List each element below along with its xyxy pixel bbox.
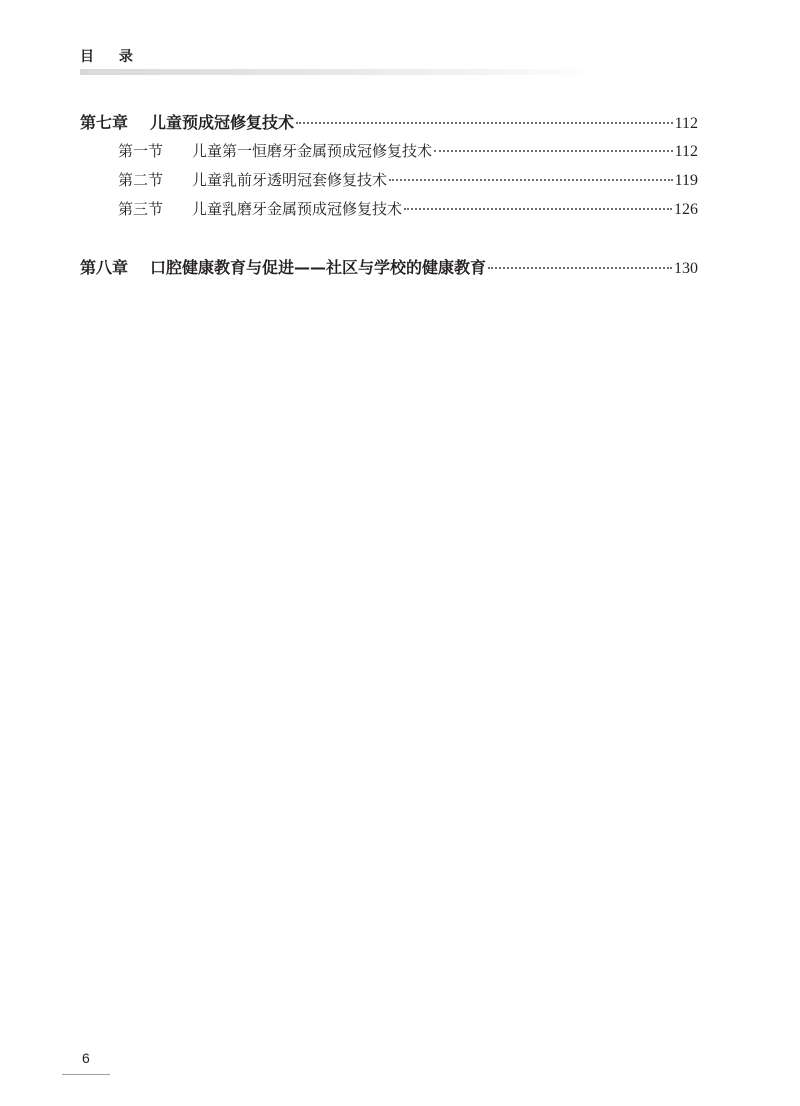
toc-section-number: 第三节 (118, 200, 164, 218)
toc-chapter-number: 第八章 (80, 258, 129, 277)
toc-entry-chapter-8[interactable] (80, 253, 698, 282)
toc-entry-section-2[interactable] (80, 166, 698, 195)
toc-dot-leader (488, 267, 672, 269)
toc-chapter-title: 口腔健康教育与促进——社区与学校的健康教育 (150, 258, 487, 277)
toc-page-number: 126 (674, 201, 698, 218)
toc-chapter-title: 儿童预成冠修复技术 (150, 113, 295, 132)
toc-section-number: 第一节 (118, 142, 164, 160)
toc-dot-leader (404, 208, 672, 210)
toc-dot-leader (389, 179, 673, 181)
toc-page-number: 112 (674, 143, 698, 160)
page-header (80, 44, 600, 84)
toc-entry-section-3[interactable] (80, 195, 698, 224)
toc-section-title: 儿童乳磨牙金属预成冠修复技术 (192, 200, 403, 218)
toc-page-number: 119 (674, 172, 698, 189)
toc-dot-leader (434, 150, 673, 152)
toc-section-number: 第二节 (118, 171, 164, 189)
toc-page-number: 130 (674, 260, 698, 277)
toc-chapter-number: 第七章 (80, 113, 129, 132)
toc-page-number: 112 (674, 115, 698, 132)
toc-section-title: 儿童乳前牙透明冠套修复技术 (192, 171, 388, 189)
header-title: 目 录 (80, 49, 143, 65)
toc-dot-leader (296, 122, 673, 124)
toc-entry-section-1[interactable] (80, 137, 698, 166)
footer-rule (62, 1074, 110, 1075)
table-of-contents (80, 108, 698, 282)
header-gradient-bar (80, 69, 600, 75)
toc-section-title: 儿童第一恒磨牙金属预成冠修复技术 (192, 142, 433, 160)
toc-entry-chapter-7[interactable] (80, 108, 698, 137)
footer-page-number: 6 (82, 1050, 90, 1066)
